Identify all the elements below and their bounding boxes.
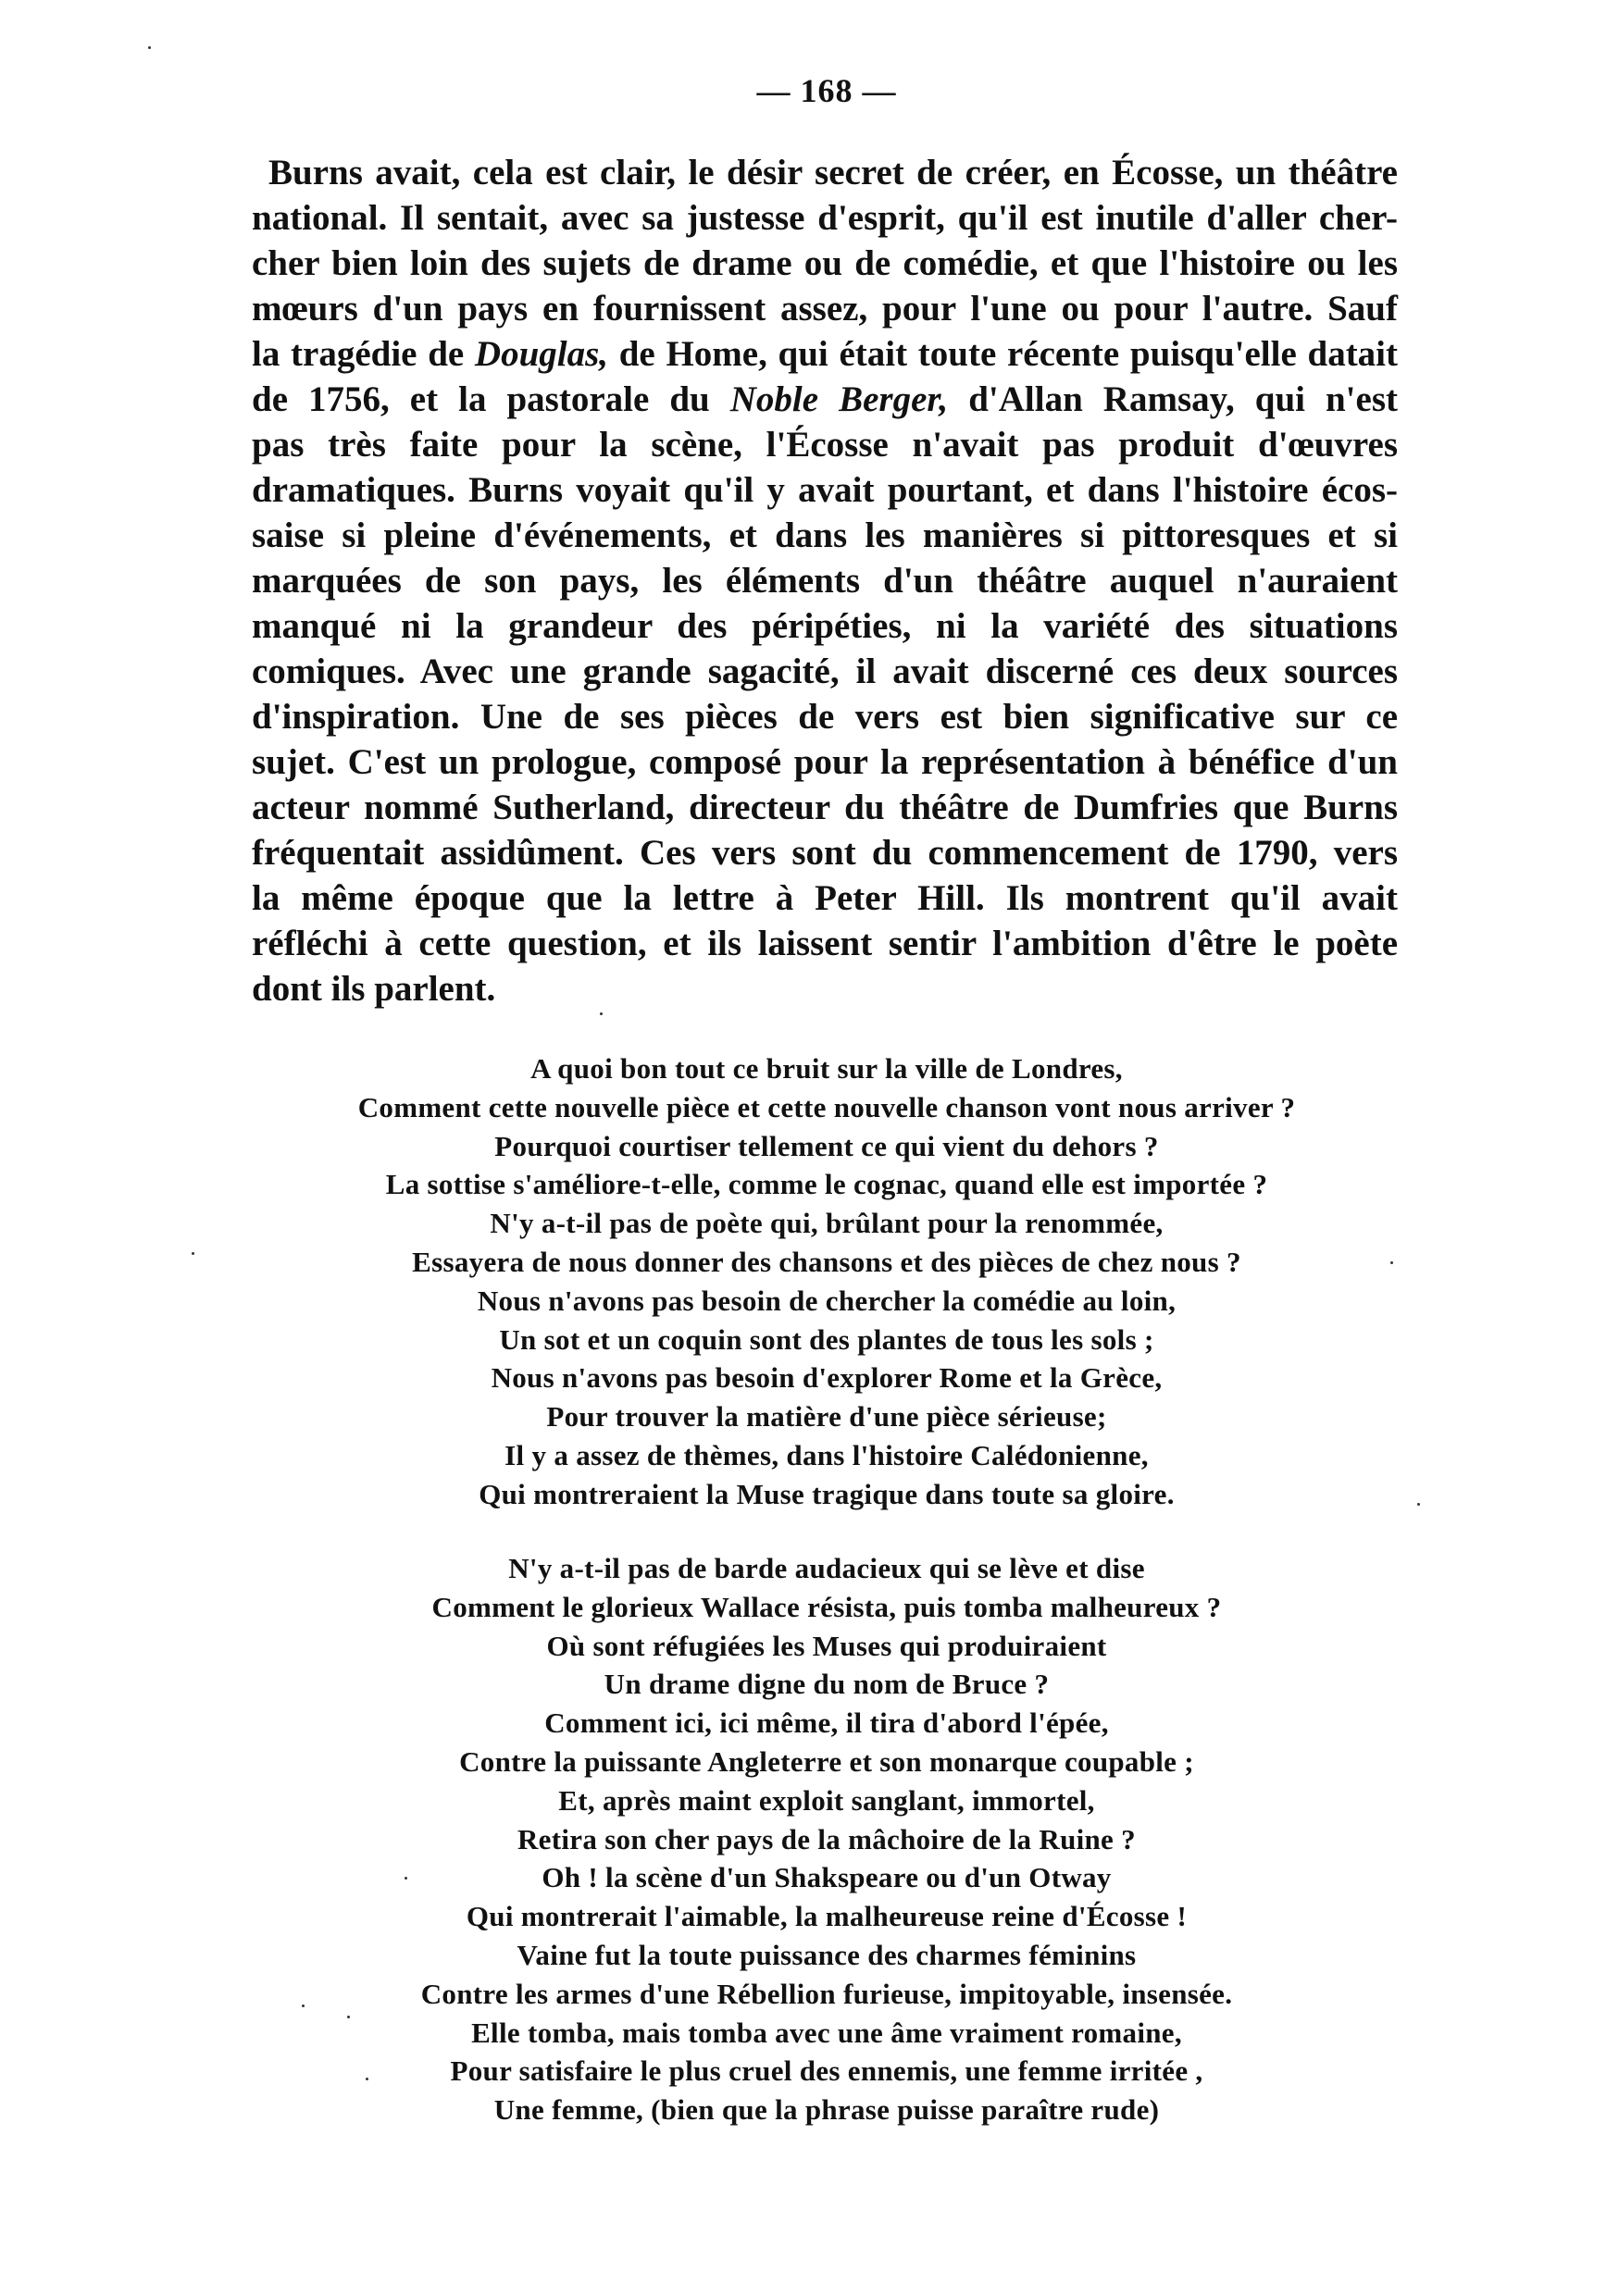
scan-speck: [148, 46, 151, 49]
scan-speck: [347, 2016, 350, 2018]
verse-line: Nous n'avons pas besoin d'explorer Rome et la Grèce,: [491, 1361, 1163, 1395]
verse-line: Et, après maint exploit sanglant, immortel,: [558, 1783, 1095, 1817]
text-line: de 1756, et la pastorale du Noble Berger, d'Allan Ramsay, qui n'est: [252, 379, 1398, 419]
verse-line: N'y a-t-il pas de poète qui, brûlant pour la renommée,: [490, 1207, 1164, 1240]
text-line: Burns avait, cela est clair, le désir secret de créer, en Écosse, un théâtre: [268, 153, 1398, 192]
poem-stanza-2: [0, 1549, 1619, 2129]
verse-line: Pour satisfaire le plus cruel des ennemis, une femme irritée ,: [450, 2054, 1203, 2088]
verse-line: Un sot et un coquin sont des plantes de tous les sols ;: [499, 1322, 1154, 1356]
text-line: sujet. C'est un prologue, composé pour la représentation à bénéfice d'un: [252, 742, 1398, 782]
verse-line: Contre les armes d'une Rébellion furieuse, impitoyable, insensée.: [420, 1977, 1233, 2010]
text-line: manqué ni la grandeur des péripéties, ni la variété des situations: [252, 606, 1398, 646]
text-line: marquées de son pays, les éléments d'un théâtre auquel n'auraient: [252, 561, 1398, 601]
text-line: dramatiques. Burns voyait qu'il y avait pourtant, et dans l'histoire écos-: [252, 470, 1398, 510]
verse-line: Essayera de nous donner des chansons et des pièces de chez nous ?: [412, 1245, 1241, 1278]
text-line: pas très faite pour la scène, l'Écosse n'avait pas produit d'œuvres: [252, 425, 1398, 465]
text-line: la tragédie de Douglas, de Home, qui était toute récente puisqu'elle datait: [252, 334, 1398, 374]
verse-line: Pour trouver la matière d'une pièce sérieuse;: [546, 1400, 1107, 1433]
text-line: acteur nommé Sutherland, directeur du théâtre de Dumfries que Burns: [252, 788, 1398, 827]
scan-speck: [1417, 1503, 1420, 1506]
text-line: comiques. Avec une grande sagacité, il avait discerné ces deux sources: [252, 652, 1398, 691]
scan-speck: [366, 2078, 368, 2080]
text-line: saise si pleine d'événements, et dans les manières si pittoresques et si: [252, 515, 1398, 555]
text-line: mœurs d'un pays en fournissent assez, pour l'une ou pour l'autre. Sauf: [252, 289, 1398, 329]
verse-line: Retira son cher pays de la mâchoire de la Ruine ?: [517, 1822, 1136, 1855]
text-line: fréquentait assidûment. Ces vers sont du commencement de 1790, vers: [252, 833, 1398, 873]
text-line: d'inspiration. Une de ses pièces de vers est bien significative sur ce: [252, 697, 1398, 737]
verse-line: Une femme, (bien que la phrase puisse paraître rude): [493, 2093, 1160, 2127]
verse-line: Où sont réfugiées les Muses qui produiraient: [546, 1629, 1107, 1662]
text-line: cher bien loin des sujets de drame ou de comédie, et que l'histoire ou les: [252, 243, 1398, 283]
verse-line: A quoi bon tout ce bruit sur la ville de Londres,: [530, 1052, 1123, 1085]
italic-title-noble-berger: Noble Berger,: [729, 379, 949, 419]
text-line: dont ils parlent.: [252, 969, 496, 1009]
verse-line: Qui montrerait l'aimable, la malheureuse reine d'Écosse !: [466, 1900, 1188, 1933]
verse-line: Oh ! la scène d'un Shakspeare ou d'un Otway: [542, 1861, 1112, 1894]
verse-line: Il y a assez de thèmes, dans l'histoire Calédonienne,: [504, 1438, 1149, 1471]
verse-line: Un drame digne du nom de Bruce ?: [604, 1668, 1050, 1701]
verse-line: Elle tomba, mais tomba avec une âme vraiment romaine,: [471, 2016, 1182, 2049]
verse-line: Comment cette nouvelle pièce et cette nouvelle chanson vont nous arriver ?: [357, 1090, 1296, 1123]
verse-line: Comment le glorieux Wallace résista, puis tomba malheureux ?: [431, 1590, 1222, 1623]
scan-speck: [1390, 1261, 1393, 1264]
verse-line: Nous n'avons pas besoin de chercher la comédie au loin,: [477, 1284, 1177, 1317]
text-line: national. Il sentait, avec sa justesse d'esprit, qu'il est inutile d'aller cher-: [252, 198, 1398, 238]
scan-speck: [192, 1252, 194, 1255]
text-line: réfléchi à cette question, et ils laissent sentir l'ambition d'être le poète: [252, 924, 1398, 963]
scan-speck: [600, 1012, 603, 1015]
verse-line: Comment ici, ici même, il tira d'abord l'épée,: [544, 1706, 1109, 1740]
verse-line: La sottise s'améliore-t-elle, comme le cognac, quand elle est importée ?: [385, 1168, 1268, 1201]
verse-line: Qui montreraient la Muse tragique dans toute sa gloire.: [479, 1477, 1175, 1510]
scan-speck: [302, 2004, 305, 2007]
prose-paragraph: [252, 150, 1398, 1011]
page-number: — 168 —: [756, 72, 897, 109]
italic-title-douglas: Douglas,: [474, 334, 609, 374]
verse-line: Pourquoi courtiser tellement ce qui vient du dehors ?: [494, 1129, 1159, 1162]
verse-line: Contre la puissante Angleterre et son monarque coupable ;: [459, 1744, 1194, 1778]
verse-line: N'y a-t-il pas de barde audacieux qui se lève et dise: [508, 1552, 1145, 1584]
poem-stanza-1: [0, 1049, 1619, 1514]
scan-speck: [405, 1877, 407, 1880]
verse-line: Vaine fut la toute puissance des charmes féminins: [517, 1938, 1137, 1971]
text-line: la même époque que la lettre à Peter Hill. Ils montrent qu'il avait: [252, 878, 1398, 918]
